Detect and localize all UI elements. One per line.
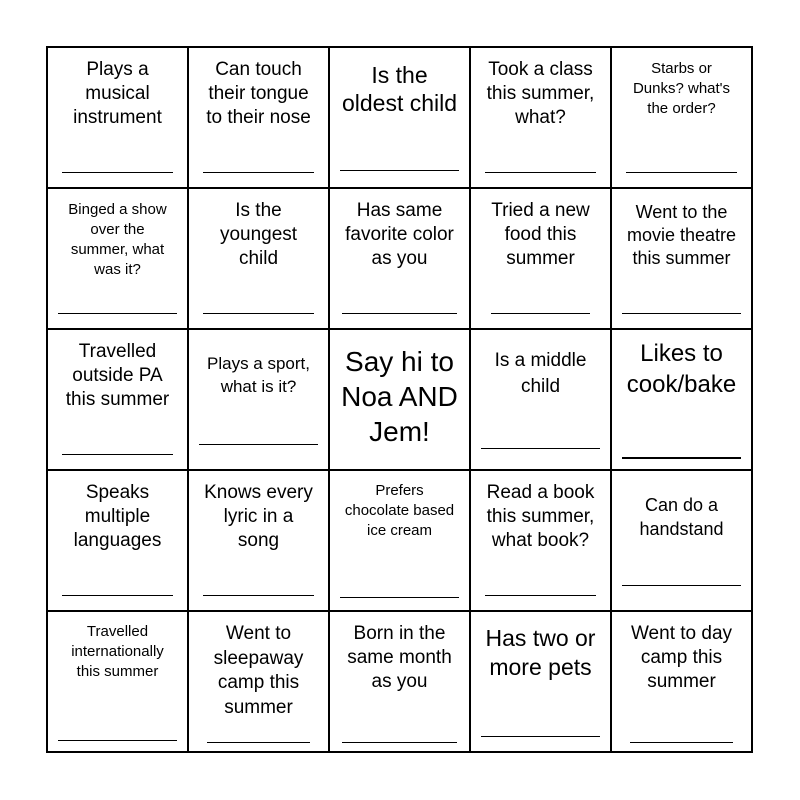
square-prompt: Can do a handstand [639, 495, 724, 539]
answer-line [62, 595, 173, 596]
square-prompt: Can touch their tongue to their nose [206, 59, 311, 128]
bingo-square[interactable] [48, 612, 189, 753]
bingo-square[interactable] [471, 612, 612, 753]
square-prompt: Knows every lyric in a song [204, 482, 313, 551]
square-prompt: Likes to cook/bake [626, 340, 737, 398]
answer-line [622, 313, 741, 314]
bingo-square[interactable] [189, 471, 330, 612]
answer-line [203, 172, 314, 173]
answer-line [58, 740, 177, 741]
bingo-square[interactable] [330, 48, 471, 189]
square-prompt: Has same favorite color as you [345, 200, 454, 269]
answer-line [62, 454, 173, 455]
square-prompt: Plays a musical instrument [73, 59, 162, 128]
square-prompt: Took a class this summer, what? [486, 59, 595, 128]
bingo-square[interactable] [330, 330, 471, 471]
answer-line [62, 172, 173, 173]
bingo-square[interactable] [189, 612, 330, 753]
answer-line [622, 585, 741, 586]
bingo-square[interactable] [189, 189, 330, 330]
answer-line [207, 742, 310, 743]
bingo-square[interactable] [48, 471, 189, 612]
square-prompt: Plays a sport, what is it? [207, 354, 310, 396]
answer-line [485, 172, 596, 173]
square-prompt: Read a book this summer, what book? [486, 482, 595, 551]
bingo-square[interactable] [612, 471, 753, 612]
answer-line [58, 313, 177, 314]
square-prompt: Starbs or Dunks? what's the order? [632, 60, 731, 117]
square-prompt: Is a middle child [494, 350, 587, 397]
answer-line [485, 595, 596, 596]
square-prompt: Went to day camp this summer [630, 623, 733, 692]
answer-line [622, 457, 741, 459]
bingo-square[interactable] [189, 48, 330, 189]
square-prompt: Went to the movie theatre this summer [626, 202, 737, 268]
bingo-square[interactable] [612, 48, 753, 189]
bingo-square[interactable] [471, 189, 612, 330]
answer-line [481, 448, 600, 449]
bingo-square[interactable] [471, 48, 612, 189]
answer-line [342, 313, 457, 314]
bingo-square[interactable] [612, 189, 753, 330]
square-prompt: Speaks multiple languages [73, 482, 162, 551]
bingo-square[interactable] [330, 612, 471, 753]
bingo-square[interactable] [471, 330, 612, 471]
answer-line [203, 595, 314, 596]
answer-line [342, 742, 457, 743]
bingo-square[interactable] [330, 189, 471, 330]
bingo-square[interactable] [48, 330, 189, 471]
bingo-square[interactable] [189, 330, 330, 471]
answer-line [630, 742, 733, 743]
square-prompt: Is the youngest child [219, 200, 298, 269]
answer-line [626, 172, 737, 173]
bingo-square[interactable] [612, 612, 753, 753]
answer-line [199, 444, 318, 445]
answer-line [340, 597, 459, 598]
square-prompt: Went to sleepaway camp this summer [213, 623, 304, 718]
bingo-square[interactable] [612, 330, 753, 471]
answer-line [203, 313, 314, 314]
square-prompt: Born in the same month as you [347, 623, 452, 692]
square-prompt: Say hi to Noa AND Jem! [341, 346, 458, 447]
square-prompt: Has two or more pets [485, 625, 596, 680]
square-prompt: Travelled outside PA this summer [65, 341, 170, 410]
square-prompt: Travelled internationally this summer [71, 623, 164, 680]
answer-line [491, 313, 590, 314]
answer-line [481, 736, 600, 737]
square-prompt: Is the oldest child [341, 62, 458, 116]
bingo-square[interactable] [330, 471, 471, 612]
square-prompt: Tried a new food this summer [491, 200, 590, 269]
square-prompt: Prefers chocolate based ice cream [344, 482, 455, 539]
answer-line [340, 170, 459, 171]
bingo-square[interactable] [471, 471, 612, 612]
bingo-square[interactable] [48, 48, 189, 189]
bingo-square[interactable] [48, 189, 189, 330]
square-prompt: Binged a show over the summer, what was it? [68, 201, 167, 278]
bingo-board [46, 46, 753, 753]
